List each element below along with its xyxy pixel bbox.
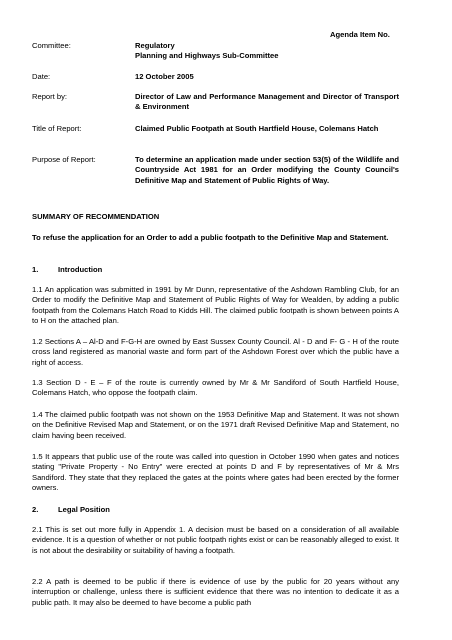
meta-value: 12 October 2005 xyxy=(135,72,194,81)
meta-label: Date: xyxy=(32,72,51,81)
section-heading xyxy=(32,265,102,275)
section-heading xyxy=(32,505,110,515)
meta-value: To determine an application made under section 53(5) of the Wildlife and Countryside Act 1981 for an Order modifying the County Council's Definitive Map and Statement of Public Rights of Way. xyxy=(135,155,399,185)
meta-value: Claimed Public Footpath at South Hartfield House, Colemans Hatch xyxy=(135,124,379,133)
meta-label: Committee: xyxy=(32,41,71,50)
agenda-item-label: Agenda Item No. xyxy=(330,30,390,39)
paragraph-1-3: 1.3 Section D - E – F of the route is currently owned by Mr & Mr Sandiford of South Hartfield House, Colemans Hatch, who oppose the footpath claim. xyxy=(32,378,399,398)
paragraph-1-1: 1.1 An application was submitted in 1991 by Mr Dunn, representative of the Ashdown Rambling Club, for an Order to modify the Definitive Map and Statement of Public Rights of Way for Wealden, by adding a public footpath from the Colemans Hatch Road to Kidds Hill. The claimed public footpath is shown between points A to H on the attached plan. xyxy=(32,285,399,325)
meta-value: Director of Law and Performance Management and Director of Transport & Environment xyxy=(135,92,399,112)
summary-heading: SUMMARY OF RECOMMENDATION xyxy=(32,212,160,221)
paragraph-1-5: 1.5 It appears that public use of the route was called into question in October 1990 when gates and notices stating "Private Property - No Entry" were erected at points D and F by representatives of Mr & Mrs Sandiford. They state that they replaced the gates at the points where gates had been erected by the former owners. xyxy=(32,452,399,492)
meta-label: Purpose of Report: xyxy=(32,155,96,164)
section-title: Legal Position xyxy=(58,505,110,514)
paragraph-1-4: 1.4 The claimed public footpath was not shown on the 1953 Definitive Map and Statement. It was not shown on the Definitive Revised Map and Statement, or on the 1971 draft Revised Definitive Map and Statement, no claim having been received. xyxy=(32,410,399,440)
meta-label: Report by: xyxy=(32,92,68,101)
section-title: Introduction xyxy=(58,265,103,274)
paragraph-2-2: 2.2 A path is deemed to be public if there is evidence of use by the public for 20 years without any interruption or challenge, unless there is sufficient evidence that there was no intention to dedicate it as a public path. It may also be deemed to have become a public path xyxy=(32,577,399,607)
meta-value: Regulatory Planning and Highways Sub-Committee xyxy=(135,41,279,61)
section-number: 2. xyxy=(32,505,39,514)
paragraph-1-2: 1.2 Sections A – Al-D and F-G-H are owned by East Sussex County Council. Al - D and F- G - H of the route cross land registered as manorial waste and form part of the Ashdown Forest over which the public have a right of access. xyxy=(32,337,399,367)
summary-text: To refuse the application for an Order to add a public footpath to the Definitive Map and Statement. xyxy=(32,233,389,242)
meta-label: Title of Report: xyxy=(32,124,82,133)
paragraph-2-1: 2.1 This is set out more fully in Appendix 1. A decision must be based on a consideration of all available evidence. It is a question of whether or not public footpath rights exist or can be reasonably alleged to exist. It is not about the desirability or suitability of having a footpath. xyxy=(32,525,399,555)
section-number: 1. xyxy=(32,265,39,274)
